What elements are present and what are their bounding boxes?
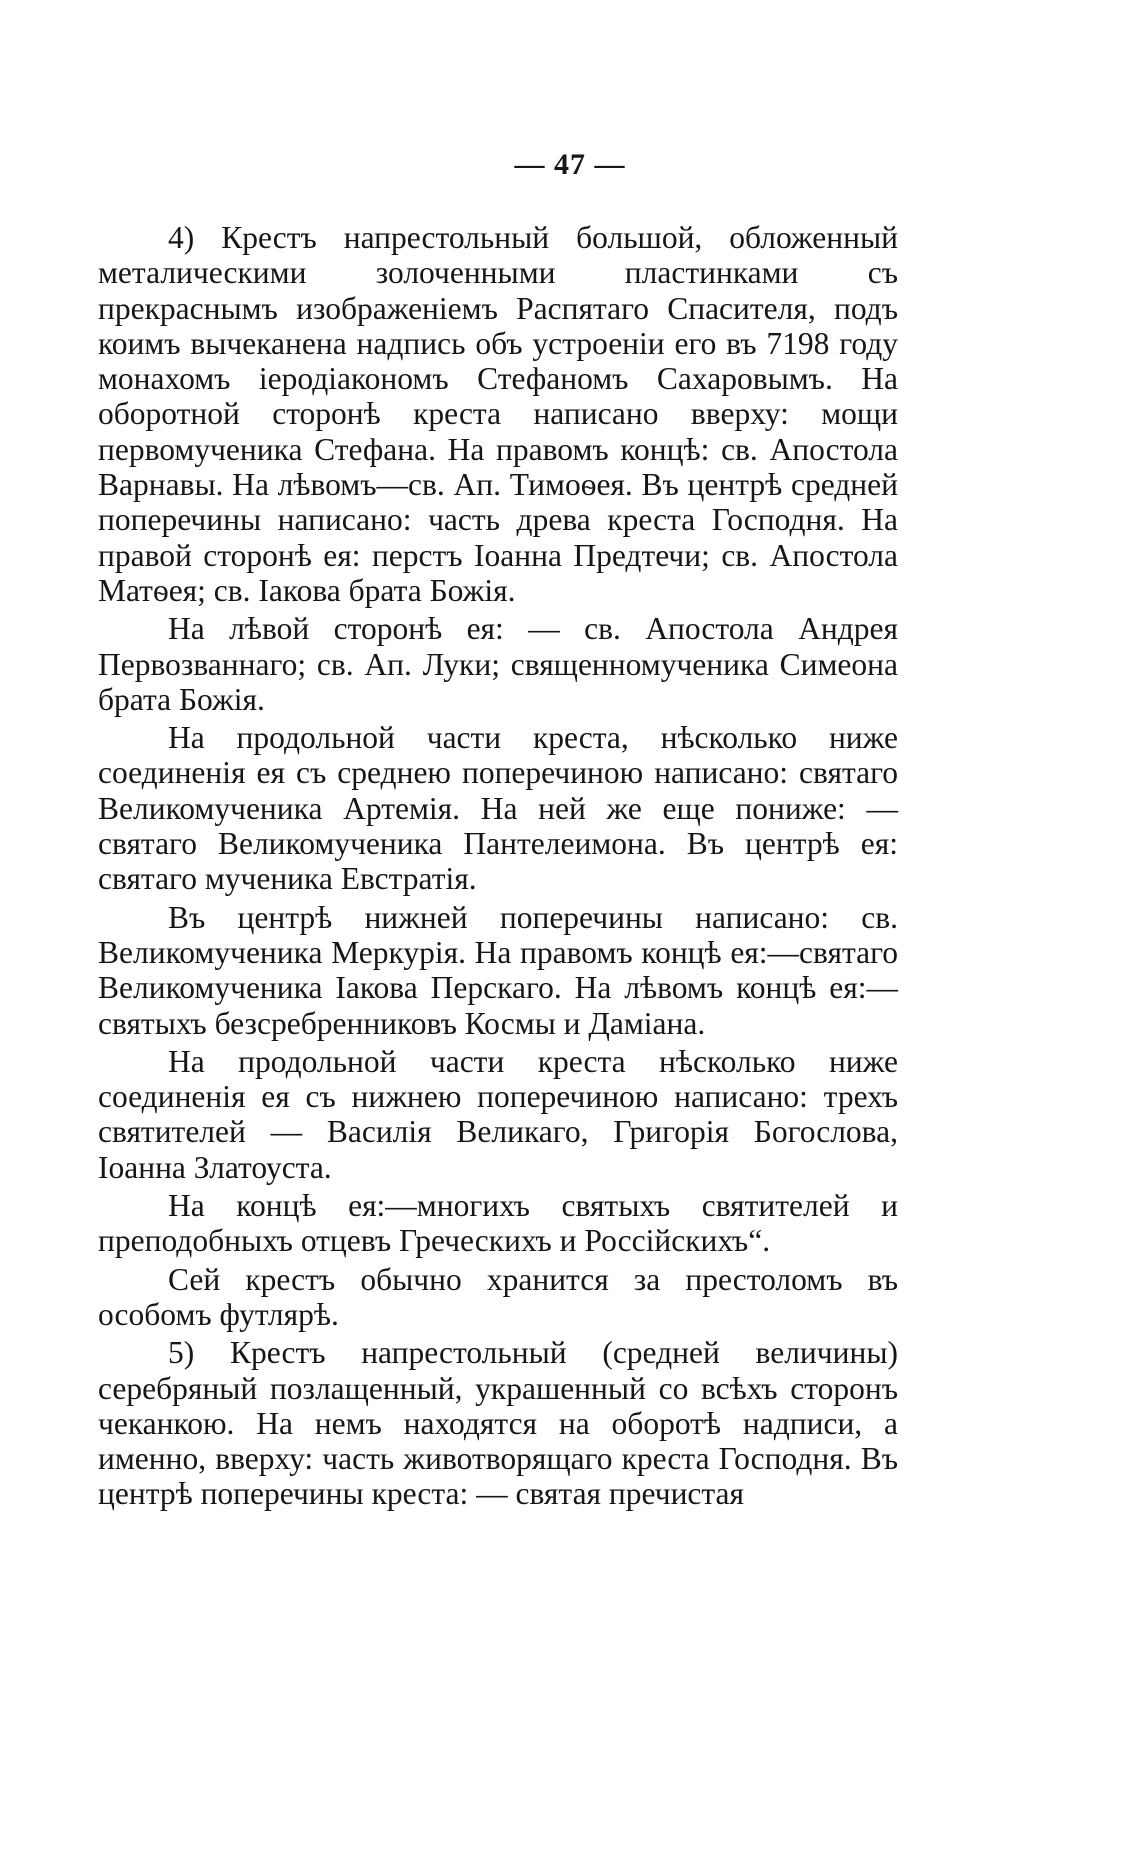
paragraph-three-hierarchs: На продольной части креста нѣсколько ниже соединенія ея съ нижнею поперечиною написано: трехъ святителей — Василія Великаго, Григорія Богослова, Іоанна Златоуста. (98, 1043, 898, 1185)
page-number: — 47 — (514, 148, 626, 181)
paragraph-cross-4: 4) Крестъ напрестольный большой, обложенный металическими золоченными пластинками съ прекраснымъ изображеніемъ Распятаго Спасителя, подъ коимъ вычеканена надпись объ устроеніи его въ 7198 году монахомъ іеродіакономъ Стефаномъ Сахаровымъ. На оборотной сторонѣ креста написано вверху: мощи первомученика Стефана. На правомъ концѣ: св. Апостола Варнавы. На лѣвомъ—св. Ап. Тимоѳея. Въ центрѣ средней поперечины написано: часть древа креста Господня. На правой сторонѣ ея: перстъ Іоанна Предтечи; св. Апостола Матѳея; св. Іакова брата Божія. (98, 220, 898, 608)
paragraph-storage: Сей крестъ обычно хранится за престоломъ въ особомъ футлярѣ. (98, 1261, 898, 1332)
paragraph-cross-5: 5) Крестъ напрестольный (средней величины) серебряный позлащенный, украшенный со всѣхъ сторонъ чеканкою. На немъ находятся на оборотѣ надписи, а именно, вверху: часть животворящаго креста Господня. Въ центрѣ поперечины креста: — святая пречистая (98, 1335, 898, 1512)
paragraph-many-saints: На концѣ ея:—многихъ святыхъ святителей и преподобныхъ отцевъ Греческихъ и Россійскихъ“. (98, 1188, 898, 1259)
paragraph-left-side: На лѣвой сторонѣ ея: — св. Апостола Андрея Первозваннаго; св. Ап. Луки; священномученика Симеона брата Божія. (98, 611, 898, 717)
body-text (98, 220, 898, 1515)
paragraph-longitudinal-part: На продольной части креста, нѣсколько ниже соединенія ея съ среднею поперечиною написано: святаго Великомученика Артемія. На ней же еще пониже: —святаго Великомученика Пантелеимона. Въ центрѣ ея: святаго мученика Евстратія. (98, 720, 898, 897)
paragraph-lower-crossbar: Въ центрѣ нижней поперечины написано: св. Великомученика Меркурія. На правомъ концѣ ея:—святаго Великомученика Іакова Перскаго. На лѣвомъ концѣ ея:—святыхъ безсребренниковъ Космы и Даміана. (98, 899, 898, 1041)
